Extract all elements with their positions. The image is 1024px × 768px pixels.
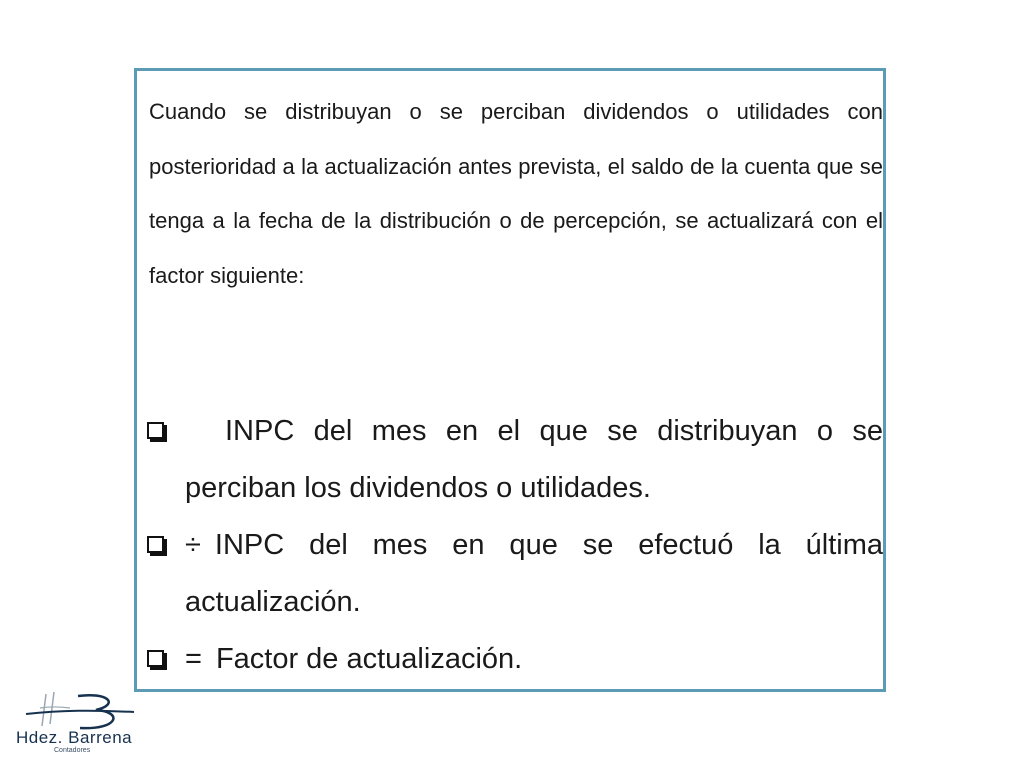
checkbox-square-icon [147, 536, 164, 553]
list-item [147, 403, 883, 517]
company-logo [12, 690, 140, 760]
list-item [147, 517, 883, 631]
bullet-text: INPC del mes en el que se distribuyan o se perciban los dividendos o utilidades. [185, 415, 883, 504]
bullet-text: = Factor de actualización. [185, 631, 883, 688]
checkbox-square-icon [147, 422, 164, 439]
list-item [147, 631, 883, 688]
equals-operator: = [185, 643, 202, 675]
logo-name: Hdez. Barrena [16, 728, 133, 747]
factor-list [147, 403, 883, 688]
content-box [134, 68, 886, 692]
logo-tagline: Contadores [54, 747, 91, 754]
bullet-text: ÷ INPC del mes en que se efectuó la última actualización. [185, 517, 883, 631]
checkbox-square-icon [147, 650, 164, 667]
intro-paragraph: Cuando se distribuyan o se perciban dividendos o utilidades con posterioridad a la actualización antes prevista, el saldo de la cuenta que se tenga a la fecha de la distribución o de percepción, se actualizará con el factor siguiente: [149, 99, 883, 288]
divide-operator: ÷ [185, 529, 201, 561]
